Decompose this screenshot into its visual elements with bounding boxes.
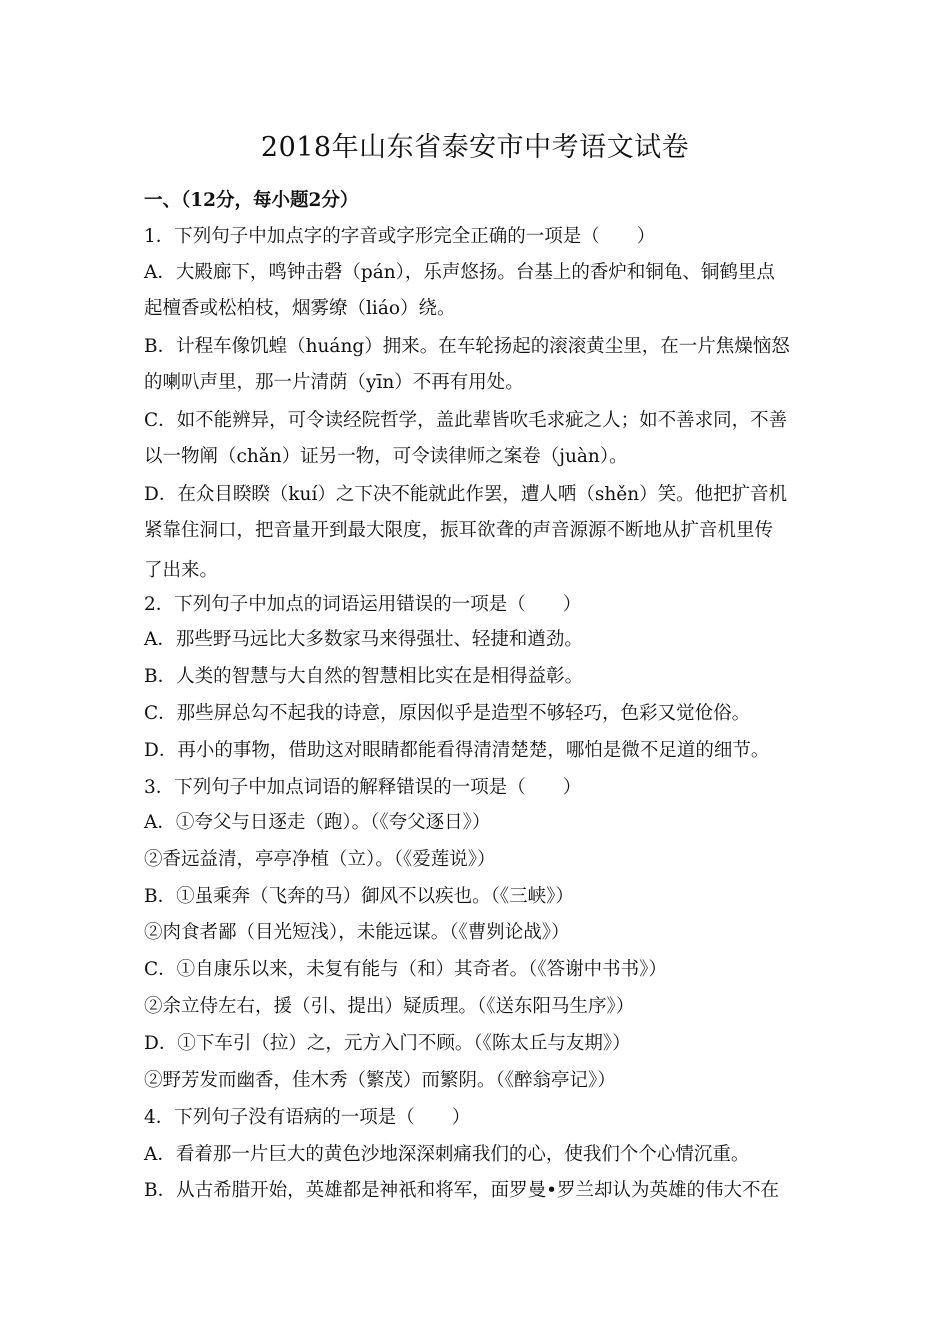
q4-option-b: B．从古希腊开始，英雄都是神祇和将军，面罗曼•罗兰却认为英雄的伟大不在 (144, 1180, 780, 1201)
question-1-stem: 1．下列句子中加点字的字音或字形完全正确的一项是（ ） (144, 226, 656, 247)
q1-option-d-cont2: 了出来。 (144, 560, 219, 581)
q1-option-c: C．如不能辨异，可令读经院哲学，盖此辈皆吹毛求疵之人；如不善求同，不善 (144, 410, 788, 431)
exam-title: 2018年山东省泰安市中考语文试卷 (260, 132, 690, 163)
q2-option-c: C．那些屏总勾不起我的诗意，原因似乎是造型不够轻巧，色彩又觉伧俗。 (144, 703, 751, 724)
q3-option-d1: D．①下车引（拉）之，元方入门不顾。（《陈太丘与友期》） (144, 1033, 631, 1054)
q3-option-d2: ②野芳发而幽香，佳木秀（繁茂）而繁阴。（《醉翁亭记》） (144, 1070, 616, 1091)
q3-option-a1: A．①夸父与日逐走（跑）。（《夸父逐日》） (144, 812, 491, 833)
q3-option-c2: ②余立侍左右，援（引、提出）疑质理。（《送东阳马生序》） (144, 996, 635, 1017)
q3-option-b2: ②肉食者鄙（目光短浅），未能远谋。（《曹刿论战》） (144, 922, 570, 943)
section-heading: 一、（12分，每小题2分） (144, 190, 359, 211)
q1-option-a-cont: 起檀香或松柏枝，烟雾缭（liáo）绕。 (144, 298, 456, 319)
q1-option-b-cont: 的喇叭声里，那一片清荫（yīn）不再有用处。 (144, 372, 524, 393)
q2-option-b: B．人类的智慧与大自然的智慧相比实在是相得益彰。 (144, 666, 584, 687)
question-4-stem: 4．下列句子没有语病的一项是（ ） (144, 1107, 471, 1128)
q3-option-a2: ②香远益清，亭亭净植（立）。（《爱莲说》） (144, 849, 496, 870)
q2-option-d: D．再小的事物，借助这对眼睛都能看得清清楚楚，哪怕是微不足道的细节。 (144, 740, 770, 761)
q2-option-a: A．那些野马远比大多数家马来得强壮、轻捷和遒劲。 (144, 629, 583, 650)
q1-option-d: D．在众目睽睽（kuí）之下决不能就此作罢，遭人哂（shěn）笑。他把扩音机 (144, 484, 788, 505)
q3-option-b1: B．①虽乘奔（飞奔的马）御风不以疾也。（《三峡》） (144, 886, 574, 907)
q1-option-c-cont: 以一物阐（chǎn）证另一物，可令读律师之案卷（juàn）。 (144, 446, 628, 467)
q3-option-c1: C．①自康乐以来，未复有能与（和）其奇者。（《答谢中书书》） (144, 959, 667, 980)
q1-option-a: A．大殿廊下，鸣钟击磬（pán），乐声悠扬。台基上的香炉和铜龟、铜鹤里点 (144, 262, 775, 283)
q4-option-a: A．看着那一片巨大的黄色沙地深深刺痛我们的心，使我们个个心情沉重。 (144, 1144, 750, 1165)
q1-option-d-cont: 紧靠住洞口，把音量开到最大限度，振耳欲聋的声音源源不断地从扩音机里传 (144, 520, 774, 541)
question-2-stem: 2．下列句子中加点的词语运用错误的一项是（ ） (144, 594, 582, 615)
q1-option-b: B．计程车像饥蝗（huáng）拥来。在车轮扬起的滚滚黄尘里，在一片焦燥恼怒 (144, 336, 790, 357)
question-3-stem: 3．下列句子中加点词语的解释错误的一项是（ ） (144, 777, 582, 798)
